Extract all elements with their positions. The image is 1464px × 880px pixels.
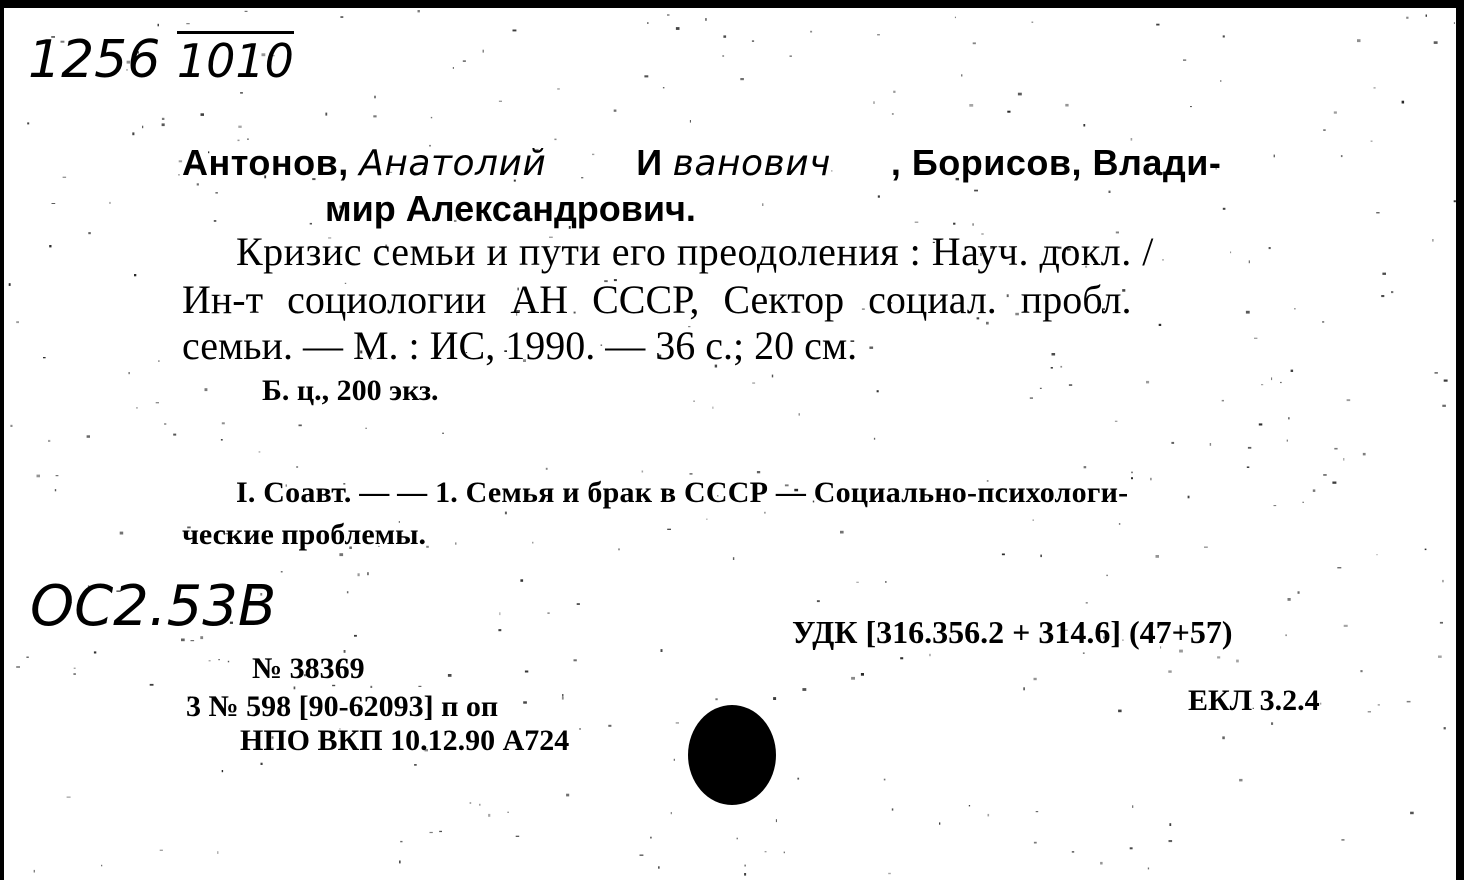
handwritten-call-number: ОС2.53В: [30, 574, 277, 639]
author-printed-2: И: [636, 142, 663, 183]
handwritten-inventory-main: 1256: [28, 30, 161, 90]
number-line: № 38369: [252, 652, 365, 685]
ekl-line: ЕКЛ 3.2.4: [1188, 684, 1320, 717]
author-printed-1: Антонов,: [182, 142, 360, 183]
card-punch-hole: [688, 705, 776, 805]
subjects-line-1: I. Соавт. — — 1. Семья и брак в СССР — Социально-психологи-: [236, 476, 1129, 509]
price-line: Б. ц., 200 экз.: [262, 374, 439, 407]
title-line-2: Ин-т социологии АН СССР, Сектор социал. пробл.: [182, 277, 1132, 322]
author-printed-3: , Борисов, Влади-: [890, 142, 1222, 183]
title-line-1: Кризис семьи и пути его преодоления : Науч. докл. /: [236, 229, 1154, 274]
udk-line: УДК [316.356.2 + 314.6] (47+57): [792, 614, 1233, 650]
subjects-line-2: ческие проблемы.: [182, 518, 427, 551]
handwritten-inventory-number: [28, 30, 294, 90]
author-handwritten-2: ванович: [672, 143, 831, 184]
author-line-2: мир Александрович.: [325, 188, 696, 229]
author-line-1: [182, 142, 1221, 184]
printer-line: НПО ВКП 10.12.90 А724: [240, 724, 570, 757]
order-line: 3 № 598 [90-62093] п оп: [186, 690, 499, 723]
author-handwritten-1: Анатолий: [359, 143, 547, 184]
handwritten-inventory-fraction: 1010: [177, 31, 294, 84]
title-line-3: семьи. — М. : ИС, 1990. — 36 с.; 20 см.: [182, 323, 858, 368]
